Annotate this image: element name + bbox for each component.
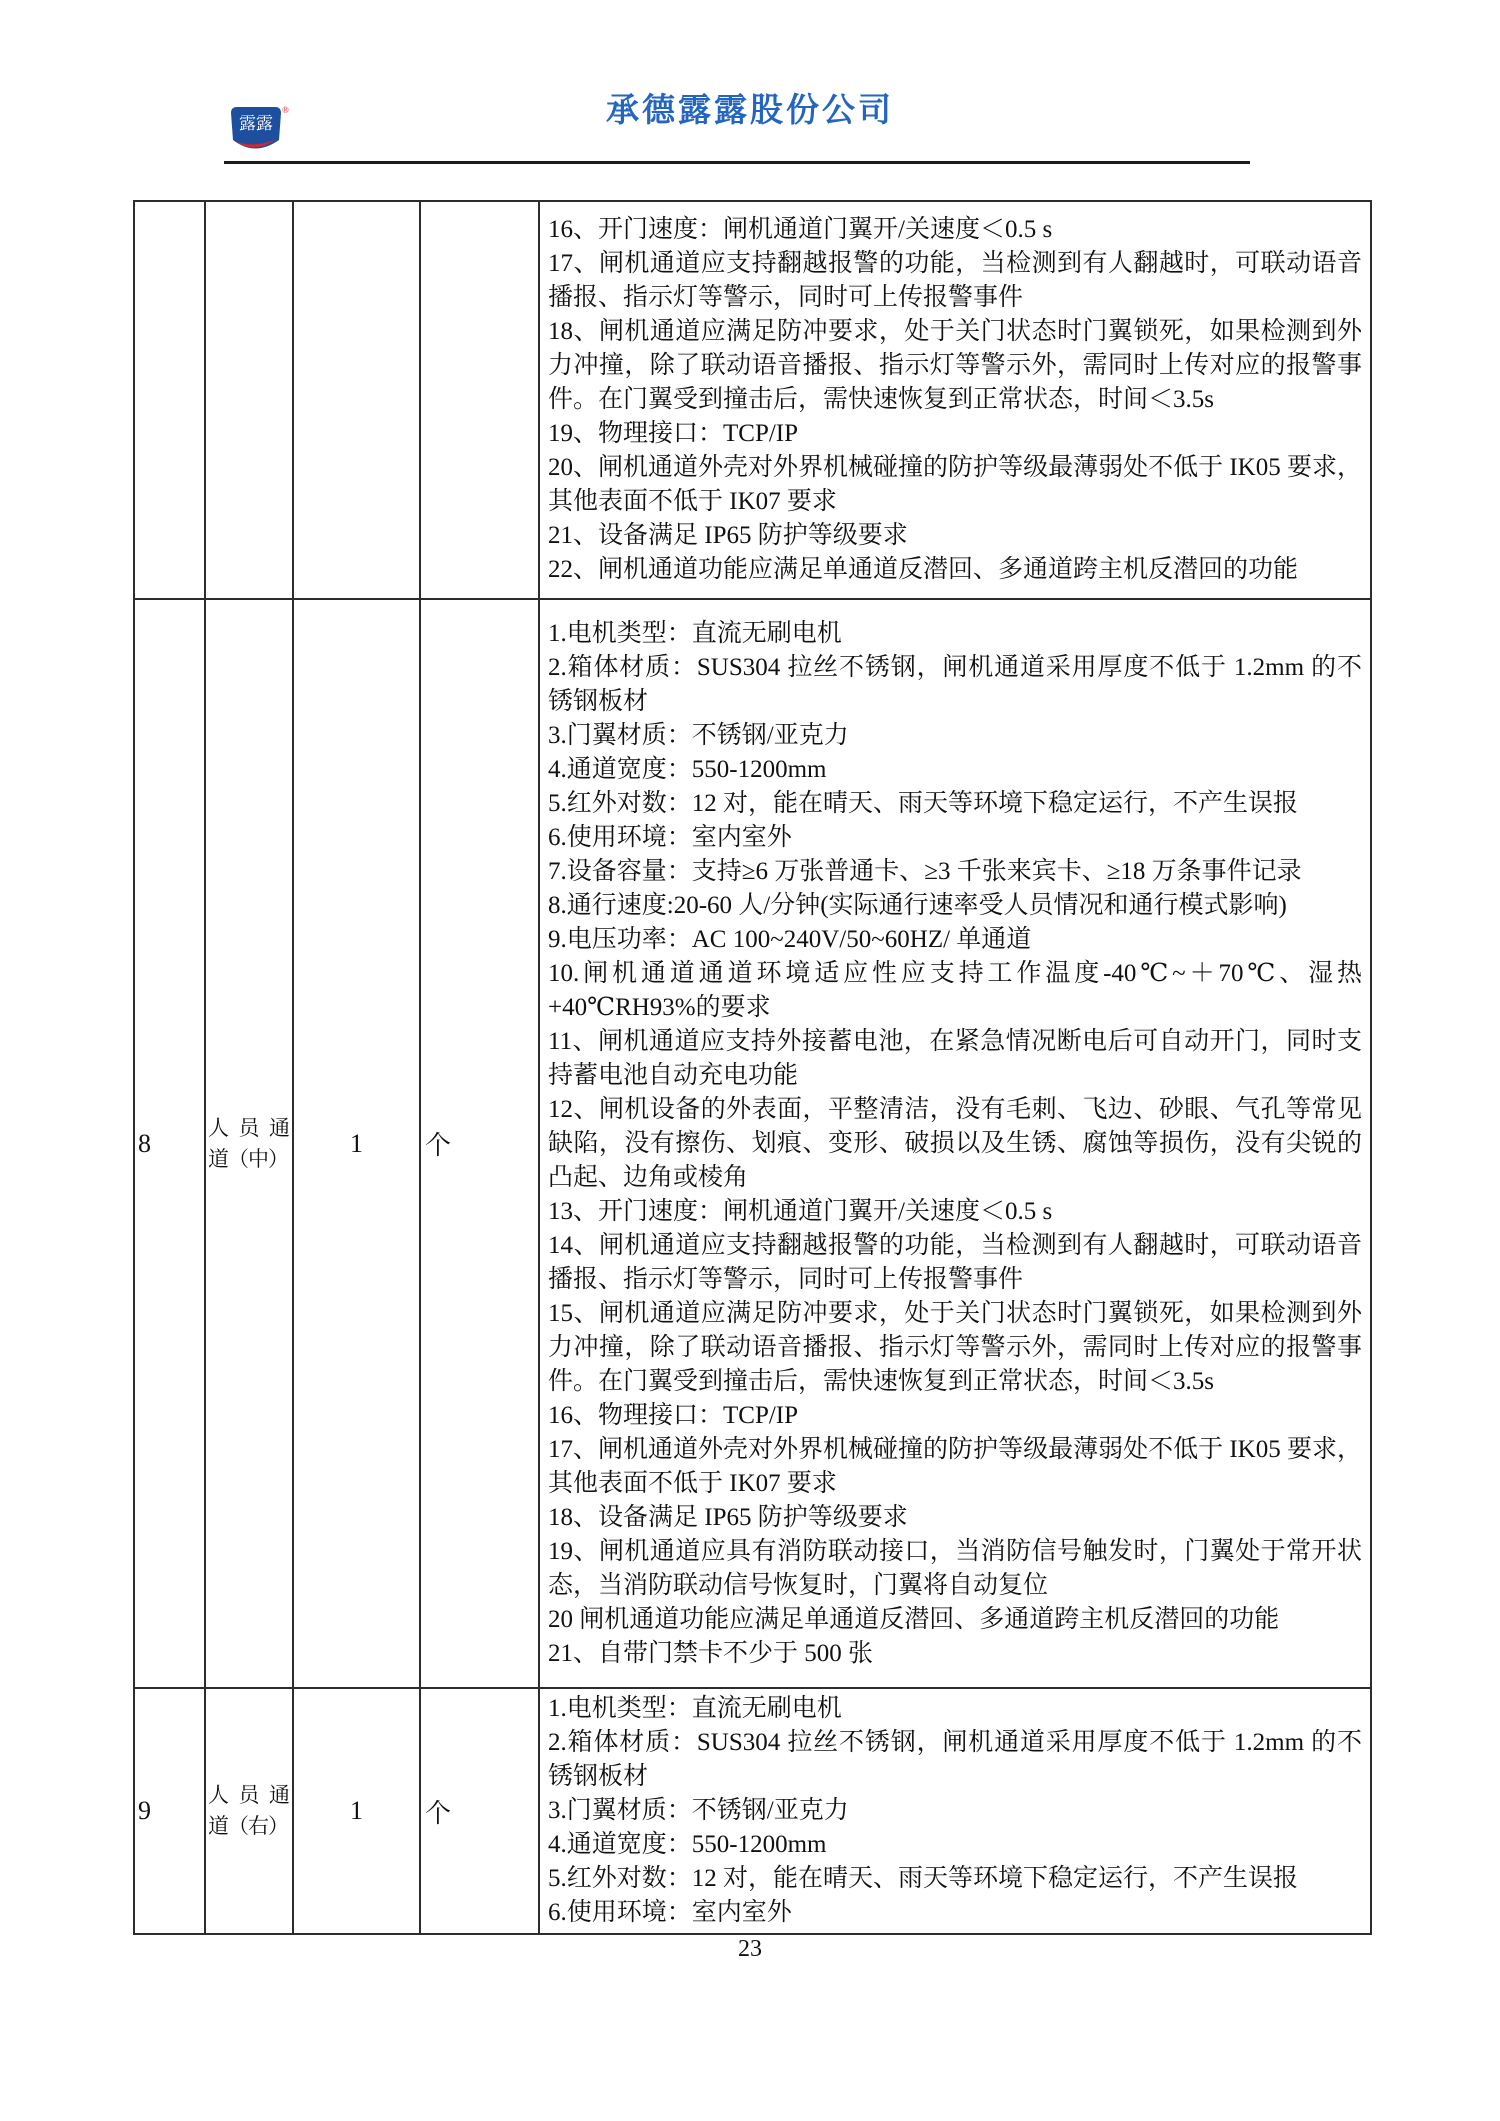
spec-item: 2.箱体材质：SUS304 拉丝不锈钢，闸机通道采用厚度不低于 1.2mm 的不锈钢板材: [548, 1729, 1362, 1790]
header-divider: [224, 161, 1250, 164]
spec-item: 19、闸机通道应具有消防联动接口，当消防信号触发时，门翼处于常开状态，当消防联动信号恢复时，门翼将自动复位: [548, 1537, 1362, 1599]
row-number-cell: [134, 201, 205, 599]
spec-item: 20 闸机通道功能应满足单通道反潜回、多通道跨主机反潜回的功能: [548, 1605, 1280, 1633]
spec-item: 7.设备容量：支持≥6 万张普通卡、≥3 千张来宾卡、≥18 万条事件记录: [548, 857, 1302, 885]
spec-item: 13、开门速度：闸机通道门翼开/关速度＜0.5 s: [548, 1197, 1053, 1225]
spec-item: 16、开门速度：闸机通道门翼开/关速度＜0.5 s: [548, 216, 1053, 243]
spec-item: 21、设备满足 IP65 防护等级要求: [548, 522, 908, 549]
quantity-cell: 1: [293, 599, 420, 1688]
spec-item: 1.电机类型：直流无刷电机: [548, 619, 842, 647]
spec-item: 14、闸机通道应支持翻越报警的功能，当检测到有人翻越时，可联动语音播报、指示灯等警示，同时可上传报警事件: [548, 1231, 1362, 1293]
unit-cell: [420, 201, 539, 599]
item-name-cell: 人员通 道（右）: [205, 1688, 293, 1934]
item-name-cell: 人员通 道（中）: [205, 599, 293, 1688]
spec-item: 17、闸机通道外壳对外界机械碰撞的防护等级最薄弱处不低于 IK05 要求，其他表面不低于 IK07 要求: [548, 1435, 1362, 1497]
spec-item: 11、闸机通道应支持外接蓄电池，在紧急情况断电后可自动开门，同时支持蓄电池自动充电功能: [548, 1027, 1362, 1089]
spec-item: 5.红外对数：12 对，能在晴天、雨天等环境下稳定运行，不产生误报: [548, 789, 1299, 817]
spec-item: 8.通行速度:20-60 人/分钟(实际通行速率受人员情况和通行模式影响): [548, 891, 1287, 919]
table-row: [134, 599, 1371, 1688]
spec-item: 6.使用环境：室内室外: [548, 823, 792, 851]
quantity-cell: 1: [293, 1688, 420, 1934]
spec-item: 9.电压功率：AC 100~240V/50~60HZ/ 单通道: [548, 925, 1032, 953]
spec-table: [133, 200, 1372, 1935]
spec-item: 3.门翼材质：不锈钢/亚克力: [548, 721, 849, 749]
spec-item: 4.通道宽度：550-1200mm: [548, 1831, 827, 1858]
logo-text: 露露: [239, 114, 273, 133]
spec-item: 22、闸机通道功能应满足单通道反潜回、多通道跨主机反潜回的功能: [548, 556, 1299, 583]
table-row: [134, 1688, 1371, 1934]
spec-cell: [539, 1688, 1371, 1934]
spec-cell: [539, 201, 1371, 599]
spec-item: 12、闸机设备的外表面，平整清洁，没有毛刺、飞边、砂眼、气孔等常见缺陷，没有擦伤、划痕、变形、破损以及生锈、腐蚀等损伤，没有尖锐的凸起、边角或棱角: [548, 1095, 1362, 1191]
spec-item: 5.红外对数：12 对，能在晴天、雨天等环境下稳定运行，不产生误报: [548, 1865, 1299, 1892]
spec-item: 21、自带门禁卡不少于 500 张: [548, 1639, 874, 1667]
spec-item: 3.门翼材质：不锈钢/亚克力: [548, 1797, 849, 1824]
page-number: 23: [738, 1936, 762, 1962]
registered-mark: ®: [282, 105, 289, 115]
company-title: 承德露露股份公司: [606, 93, 894, 129]
quantity-cell: [293, 201, 420, 599]
unit-cell: 个: [420, 599, 539, 1688]
spec-item: 4.通道宽度：550-1200mm: [548, 755, 827, 783]
table-row: [134, 201, 1371, 599]
unit-cell: 个: [420, 1688, 539, 1934]
spec-item: 17、闸机通道应支持翻越报警的功能，当检测到有人翻越时，可联动语音播报、指示灯等警示，同时可上传报警事件: [548, 250, 1362, 311]
item-name-cell: [205, 201, 293, 599]
spec-item: 18、设备满足 IP65 防护等级要求: [548, 1503, 908, 1531]
row-number-cell: 8: [134, 599, 205, 1688]
spec-item: 2.箱体材质：SUS304 拉丝不锈钢，闸机通道采用厚度不低于 1.2mm 的不锈钢板材: [548, 653, 1362, 715]
spec-item: 18、闸机通道应满足防冲要求，处于关门状态时门翼锁死，如果检测到外力冲撞，除了联动语音播报、指示灯等警示外，需同时上传对应的报警事件。在门翼受到撞击后，需快速恢复到正常状态，时间＜3.5s: [548, 318, 1362, 413]
spec-item: 16、物理接口：TCP/IP: [548, 1401, 799, 1429]
spec-cell: [539, 599, 1371, 1688]
spec-item: 10.闸机通道通道环境适应性应支持工作温度-40℃~＋70℃、湿热+40℃RH93%的要求: [548, 959, 1362, 1021]
spec-item: 15、闸机通道应满足防冲要求，处于关门状态时门翼锁死，如果检测到外力冲撞，除了联动语音播报、指示灯等警示外，需同时上传对应的报警事件。在门翼受到撞击后，需快速恢复到正常状态，时间＜3.5s: [548, 1299, 1362, 1395]
spec-item: 6.使用环境：室内室外: [548, 1899, 792, 1926]
spec-item: 20、闸机通道外壳对外界机械碰撞的防护等级最薄弱处不低于 IK05 要求，其他表面不低于 IK07 要求: [548, 454, 1362, 515]
spec-item: 19、物理接口：TCP/IP: [548, 420, 799, 447]
spec-item: 1.电机类型：直流无刷电机: [548, 1695, 842, 1722]
row-number-cell: 9: [134, 1688, 205, 1934]
